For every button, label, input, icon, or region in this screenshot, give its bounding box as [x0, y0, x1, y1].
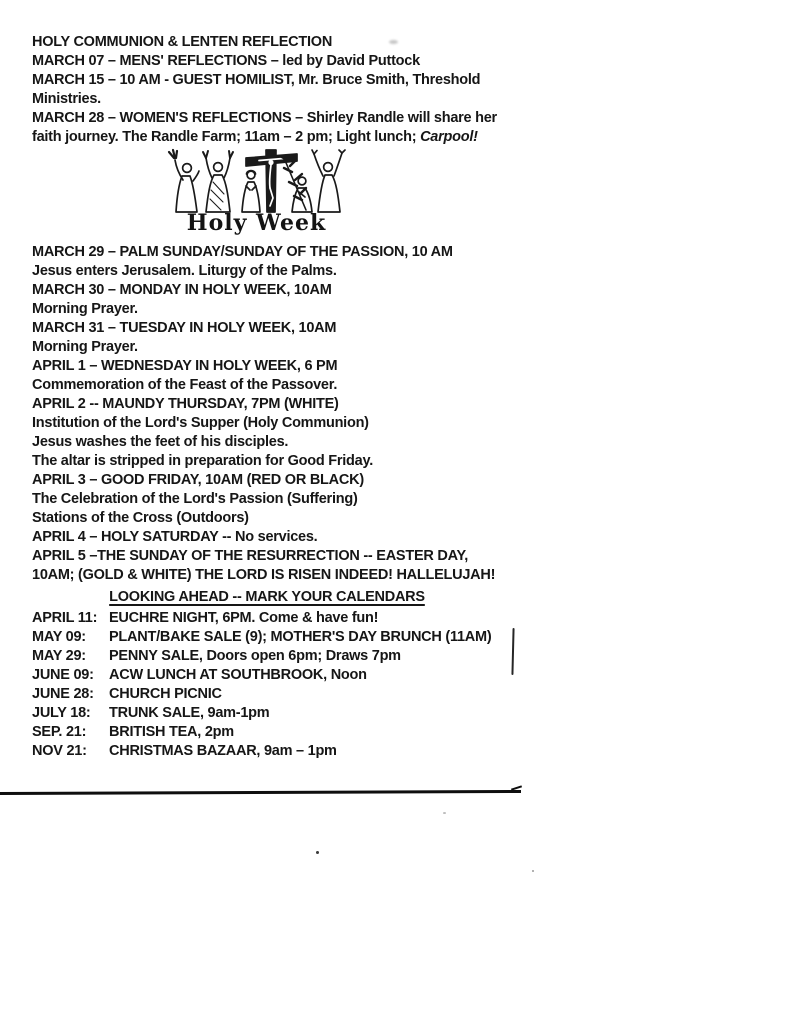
- holy-week-schedule-section: [32, 243, 495, 585]
- rejoicing-figure: [312, 150, 345, 212]
- text-line: Jesus washes the feet of his disciples.: [32, 434, 289, 450]
- scan-speck: [316, 851, 319, 854]
- looking-ahead-events: [32, 609, 491, 761]
- scan-artifact-vertical-mark: [511, 628, 515, 675]
- text-line: APRIL 5 –THE SUNDAY OF THE RESURRECTION -- EASTER DAY,: [32, 548, 469, 564]
- text-line: MARCH 15 – 10 AM - GUEST HOMILIST, Mr. Bruce Smith, Threshold: [32, 72, 481, 88]
- text-line: The Celebration of the Lord's Passion (Suffering): [32, 491, 358, 507]
- text-line: MARCH 07 – MENS' REFLECTIONS – led by David Puttock: [32, 53, 420, 69]
- event-description: EUCHRE NIGHT, 6PM. Come & have fun!: [109, 610, 379, 626]
- event-date: JULY 18:: [32, 705, 91, 721]
- text-line: faith journey. The Randle Farm; 11am – 2 pm; Light lunch; Carpool!: [32, 129, 478, 145]
- looking-ahead-heading: LOOKING AHEAD -- MARK YOUR CALENDARS: [109, 589, 425, 605]
- worshipper-figure: [203, 151, 233, 212]
- praying-figure: [242, 171, 260, 212]
- event-date: SEP. 21:: [32, 724, 87, 740]
- event-date: NOV 21:: [32, 743, 87, 759]
- event-row: [32, 704, 491, 723]
- event-row: [32, 723, 491, 742]
- lenten-reflection-section: [32, 33, 497, 147]
- text-line: Ministries.: [32, 91, 101, 107]
- event-row: [32, 609, 491, 628]
- text-line: 10AM; (GOLD & WHITE) THE LORD IS RISEN INDEED! HALLELUJAH!: [32, 567, 496, 583]
- text-line: APRIL 1 – WEDNESDAY IN HOLY WEEK, 6 PM: [32, 358, 338, 374]
- text-line: APRIL 3 – GOOD FRIDAY, 10AM (RED OR BLACK): [32, 472, 364, 488]
- event-description: PLANT/BAKE SALE (9); MOTHER'S DAY BRUNCH (11AM): [109, 629, 492, 645]
- horizontal-rule: [0, 790, 521, 795]
- holy-week-woodcut-icon: [166, 148, 347, 214]
- text-line: MARCH 29 – PALM SUNDAY/SUNDAY OF THE PASSION, 10 AM: [32, 244, 453, 260]
- event-row: [32, 628, 491, 647]
- event-row: [32, 685, 491, 704]
- holy-week-illustration: [166, 148, 347, 241]
- event-row: [32, 666, 491, 685]
- text-line: Jesus enters Jerusalem. Liturgy of the Palms.: [32, 263, 337, 279]
- worshipper-figure: [169, 150, 199, 212]
- event-description: CHURCH PICNIC: [109, 686, 222, 702]
- text-line: MARCH 28 – WOMEN'S REFLECTIONS – Shirley Randle will share her: [32, 110, 497, 126]
- event-description: PENNY SALE, Doors open 6pm; Draws 7pm: [109, 648, 401, 664]
- text-line: MARCH 31 – TUESDAY IN HOLY WEEK, 10AM: [32, 320, 337, 336]
- event-date: JUNE 28:: [32, 686, 94, 702]
- text-line: Morning Prayer.: [32, 339, 138, 355]
- text-line: Morning Prayer.: [32, 301, 138, 317]
- event-row: [32, 742, 491, 761]
- holy-week-caption: Holy Week: [186, 210, 327, 236]
- palm-bearer-figure: [280, 156, 312, 212]
- text-line: Stations of the Cross (Outdoors): [32, 510, 249, 526]
- event-description: ACW LUNCH AT SOUTHBROOK, Noon: [109, 667, 367, 683]
- event-description: BRITISH TEA, 2pm: [109, 724, 234, 740]
- event-date: APRIL 11:: [32, 610, 98, 626]
- event-date: MAY 09:: [32, 629, 86, 645]
- text-line: MARCH 30 – MONDAY IN HOLY WEEK, 10AM: [32, 282, 332, 298]
- scan-artifact-smudge: [389, 40, 398, 44]
- text-line: Institution of the Lord's Supper (Holy Communion): [32, 415, 369, 431]
- text-line: APRIL 2 -- MAUNDY THURSDAY, 7PM (WHITE): [32, 396, 339, 412]
- text-line: HOLY COMMUNION & LENTEN REFLECTION: [32, 34, 333, 50]
- text-line: Commemoration of the Feast of the Passover.: [32, 377, 338, 393]
- event-description: TRUNK SALE, 9am-1pm: [109, 705, 270, 721]
- event-description: CHRISTMAS BAZAAR, 9am – 1pm: [109, 743, 337, 759]
- text-line: APRIL 4 – HOLY SATURDAY -- No services.: [32, 529, 318, 545]
- event-row: [32, 647, 491, 666]
- event-date: JUNE 09:: [32, 667, 94, 683]
- scan-speck: [532, 870, 534, 872]
- scan-speck: [443, 812, 446, 814]
- text-line: The altar is stripped in preparation for Good Friday.: [32, 453, 373, 469]
- event-date: MAY 29:: [32, 648, 86, 664]
